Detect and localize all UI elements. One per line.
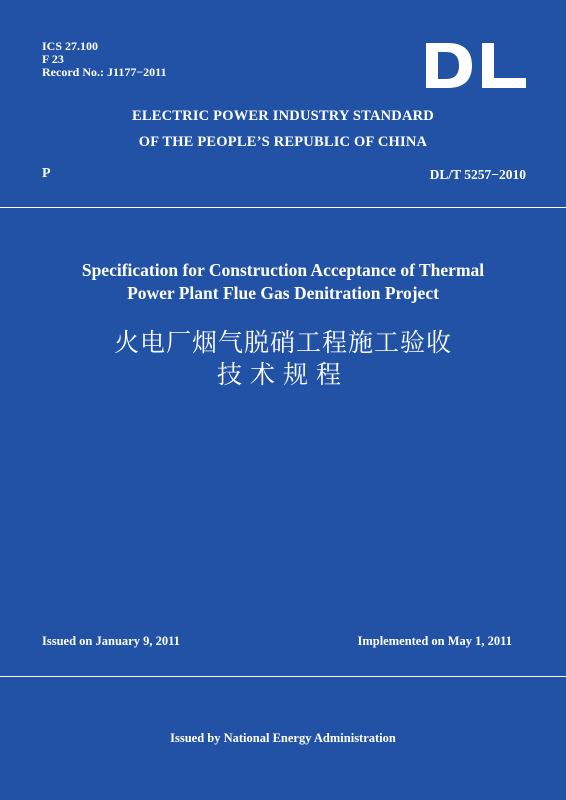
top-divider [0, 207, 566, 208]
standard-title-line-2: OF THE PEOPLE’S REPUBLIC OF CHINA [138, 134, 428, 150]
standard-title-line-1: ELECTRIC POWER INDUSTRY STANDARD [132, 108, 434, 124]
bottom-divider [0, 676, 566, 677]
ics-code: ICS 27.100 [42, 39, 99, 53]
english-title-line-2: Power Plant Flue Gas Denitration Project [127, 283, 439, 303]
english-title-line-1: Specification for Construction Acceptance of Thermal [81, 260, 485, 280]
dl-logo-d-shape [426, 43, 472, 88]
classification-block [42, 40, 167, 79]
issued-date: Issued on January 9, 2011 [42, 634, 180, 648]
dl-logo-icon [426, 43, 526, 88]
implemented-date: Implemented on May 1, 2011 [357, 634, 512, 648]
ccs-code: F 23 [42, 52, 64, 66]
chinese-title-line-2: 技术规程 [216, 360, 349, 389]
classification-letter: P [42, 166, 51, 181]
standard-number: DL/T 5257−2010 [429, 167, 526, 182]
dl-logo-l-shape [482, 43, 526, 88]
record-number: Record No.: J1177−2011 [42, 65, 167, 79]
chinese-title-line-1: 火电厂烟气脱硝工程施工验收 [113, 328, 452, 357]
issuing-authority: Issued by National Energy Administration [170, 731, 396, 745]
